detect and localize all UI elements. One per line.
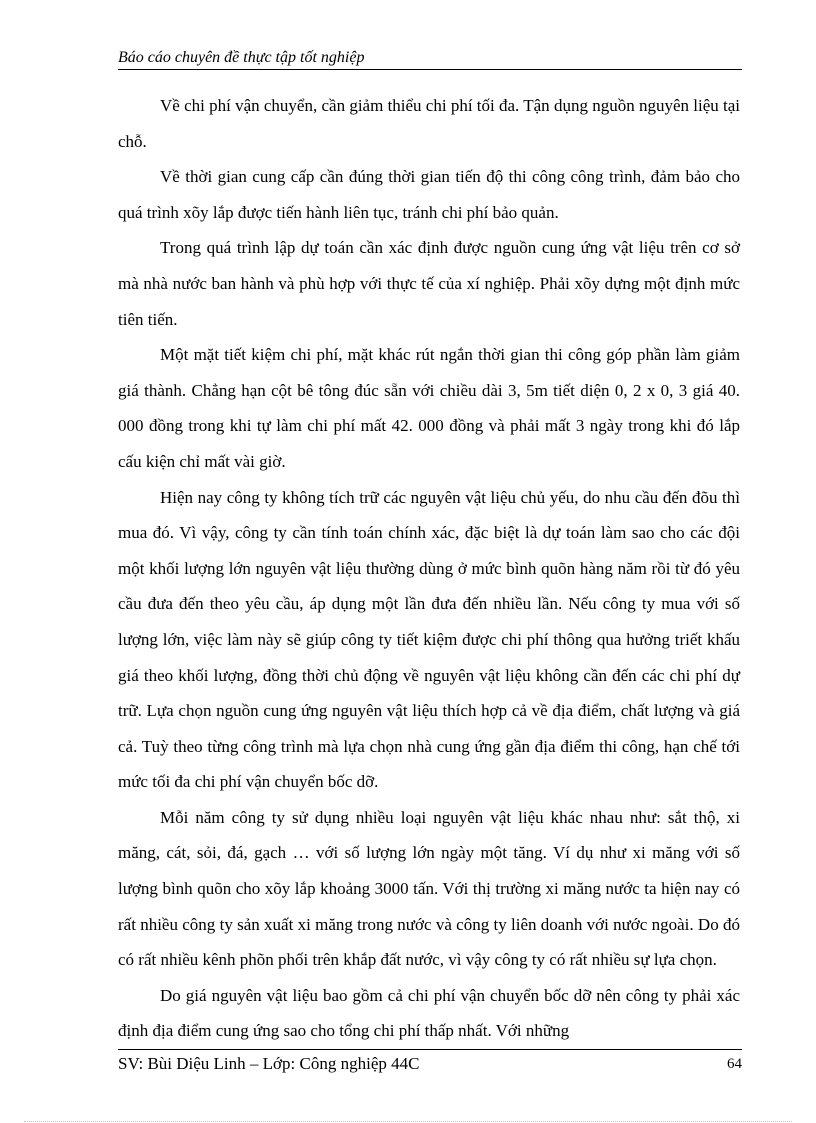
paragraph: Do giá nguyên vật liệu bao gồm cả chi phí vận chuyển bốc dỡ nên công ty phải xác định địa điểm cung ứng sao cho tổng chi phí thấp nhất. Với những (118, 985, 740, 1041)
paragraph: Hiện nay công ty không tích trữ các nguyên vật liệu chủ yếu, do nhu cầu đến đõu thì mua đó. Vì vậy, công ty cần tính toán chính xác, đặc biệt là dự toán làm sao cho các đội một khối lượng lớn nguyên vật liệu thường dùng ở mức bình quõn hàng năm rồi từ đó yêu cầu đưa đến theo yêu cầu, áp dụng một lần đưa đến nhiều lần. Nếu công ty mua với số lượng lớn, việc làm này sẽ giúp công ty tiết kiệm được chi phí thông qua hưởng triết khấu giá theo khối lượng, đồng thời chủ động về nguyên vật liệu không cần đến các chi phí dự trữ. Lựa chọn nguồn cung ứng nguyên vật liệu thích hợp cả về địa điểm, chất lượng và giá cả. Tuỳ theo từng công trình mà lựa chọn nhà cung ứng gần địa điểm thi công, hạn chế tới mức tối đa chi phí vận chuyển bốc dỡ. (118, 487, 740, 792)
footer-divider (118, 1049, 742, 1050)
body-text (118, 88, 740, 1049)
header-title: Báo cáo chuyên đề thực tập tốt nghiệp (118, 49, 365, 66)
paragraph: Một mặt tiết kiệm chi phí, mặt khác rút ngắn thời gian thi công góp phần làm giảm giá thành. Chẳng hạn cột bê tông đúc sẵn với chiều dài 3, 5m tiết diện 0, 2 x 0, 3 giá 40. 000 đồng trong khi tự làm chi phí mất 42. 000 đồng và phải mất 3 ngày trong khi đó lắp cấu kiện chỉ mất vài giờ. (118, 345, 740, 471)
page-number: 64 (727, 1056, 742, 1072)
paragraph: Về thời gian cung cấp cần đúng thời gian tiến độ thi công công trình, đảm bảo cho quá trình xõy lắp được tiến hành liên tục, tránh chi phí bảo quản. (118, 167, 740, 222)
page-footer (118, 1053, 742, 1075)
footer-author: SV: Bùi Diệu Linh – Lớp: Công nghiệp 44C (118, 1054, 420, 1073)
paragraph: Trong quá trình lập dự toán cần xác định được nguồn cung ứng vật liệu trên cơ sở mà nhà nước ban hành và phù hợp với thực tế của xí nghiệp. Phải xõy dựng một định mức tiên tiến. (118, 238, 740, 329)
page-header (118, 48, 742, 70)
paragraph: Về chi phí vận chuyển, cần giảm thiểu chi phí tối đa. Tận dụng nguồn nguyên liệu tại chỗ. (118, 96, 740, 151)
page-edge-divider (24, 1121, 792, 1122)
paragraph: Mỗi năm công ty sử dụng nhiều loại nguyên vật liệu khác nhau như: sắt thộ, xi măng, cát, sỏi, đá, gạch … với số lượng lớn ngày một tăng. Ví dụ như xi măng với số lượng bình quõn cho xõy lắp khoảng 3000 tấn. Với thị trường xi măng nước ta hiện nay có rất nhiều công ty sản xuất xi măng trong nước và công ty liên doanh với nước ngoài. Do đó có rất nhiều kênh phõn phối trên khắp đất nước, vì vậy công ty có rất nhiều sự lựa chọn. (118, 807, 740, 970)
